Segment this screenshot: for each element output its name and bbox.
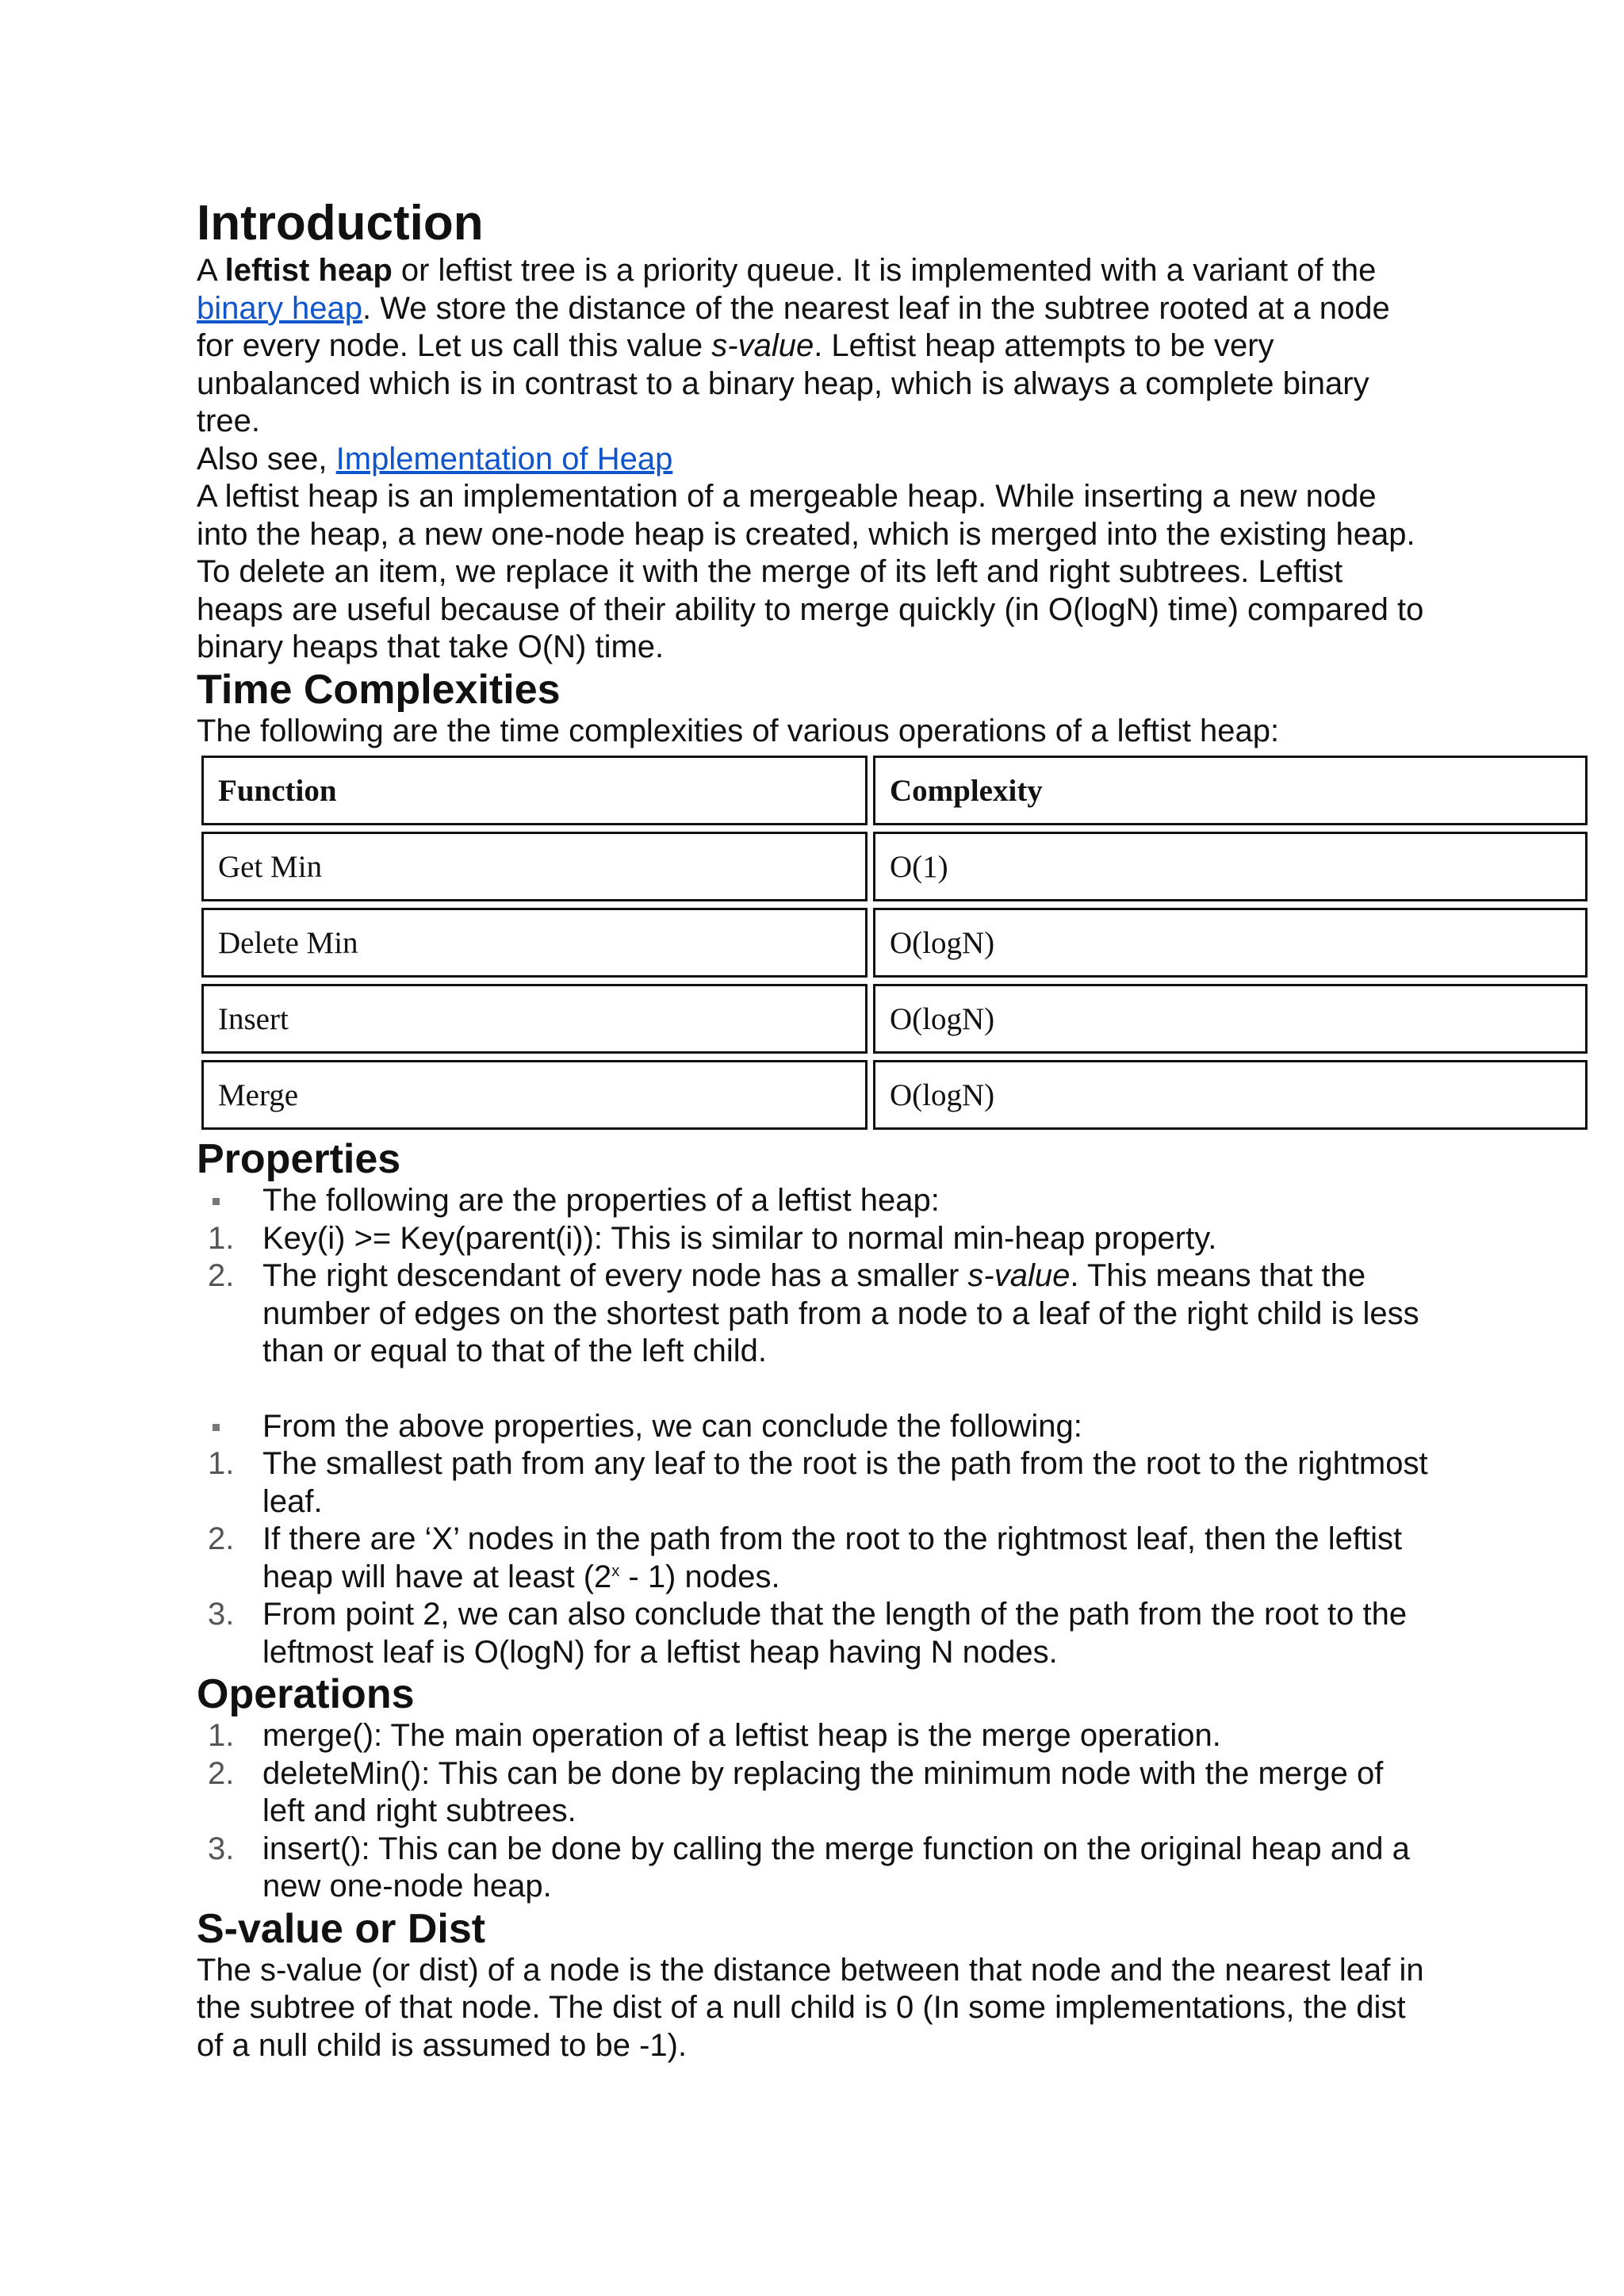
function-cell: Get Min <box>201 832 868 901</box>
square-bullet-icon <box>213 1198 220 1205</box>
operation-deletemin: deleteMin(): This can be done by replacing the minimum node with the merge of left and right subtrees. <box>262 1755 1384 1828</box>
complexity-cell: O(logN) <box>873 984 1588 1054</box>
intro-text-d: . Leftist heap attempts to be very unbalanced which is in contrast to a binary heap, which is always a complete binary tree. <box>197 328 1369 438</box>
list-number: 2. <box>208 1755 235 1791</box>
list-item <box>197 1755 1434 1831</box>
list-item <box>197 1521 1434 1596</box>
spacer <box>197 1371 1434 1408</box>
list-item <box>197 1831 1434 1906</box>
s-value-term: s-value <box>711 328 814 363</box>
intro-text-a: A <box>197 253 225 288</box>
intro-text-b: or leftist tree is a priority queue. It is implemented with a variant of the <box>392 253 1377 288</box>
also-see-line <box>197 441 1434 479</box>
binary-heap-link[interactable]: binary heap <box>197 290 363 326</box>
list-item <box>197 1717 1434 1755</box>
list-number: 1. <box>208 1718 235 1753</box>
list-item <box>197 1182 1434 1220</box>
operations-heading: Operations <box>197 1671 415 1717</box>
property-2-a: The right descendant of every node has a smaller <box>262 1258 968 1293</box>
list-number: 1. <box>208 1220 235 1256</box>
table-row <box>201 832 1588 901</box>
intro-text-c: . We store the distance of the nearest leaf in the subtree rooted at a node for every node. Let us call this value <box>197 290 1390 363</box>
intro-paragraph <box>197 252 1434 441</box>
complexity-cell: O(logN) <box>873 908 1588 978</box>
column-header-function: Function <box>201 756 868 825</box>
operations-list <box>197 1717 1434 1906</box>
property-2-s-value: s-value <box>967 1258 1071 1293</box>
list-item <box>197 1596 1434 1671</box>
column-header-complexity: Complexity <box>873 756 1588 825</box>
list-number: 2. <box>208 1258 235 1293</box>
complexity-cell: O(logN) <box>873 1060 1588 1130</box>
function-cell: Merge <box>201 1060 868 1130</box>
operation-merge: merge(): The main operation of a leftist heap is the merge operation. <box>262 1718 1221 1753</box>
list-item <box>197 1257 1434 1371</box>
document <box>197 195 1434 2064</box>
complexity-table <box>196 749 1593 1136</box>
mergeable-heap-paragraph: A leftist heap is an implementation of a mergeable heap. While inserting a new node into the heap, a new one-node heap is created, which is merged into the existing heap. To delete an item, we replace it with the merge of its left and right subtrees. Leftist heaps are useful because of their ability to merge quickly (in O(logN) time) compared to binary heaps that take O(N) time. <box>197 479 1424 664</box>
introduction-heading: Introduction <box>197 196 484 251</box>
function-cell: Insert <box>201 984 868 1054</box>
conclusions-list <box>197 1408 1434 1672</box>
s-value-paragraph: The s-value (or dist) of a node is the distance between that node and the nearest leaf in the subtree of that node. The dist of a null child is 0 (In some implementations, the dist of a null child is assumed to be -1). <box>197 1952 1424 2063</box>
conclusions-intro: From the above properties, we can conclude the following: <box>262 1408 1082 1444</box>
properties-intro: The following are the properties of a leftist heap: <box>262 1183 940 1218</box>
list-number: 1. <box>208 1446 235 1481</box>
conclusion-2-b: - 1) nodes. <box>619 1559 780 1594</box>
list-item <box>197 1220 1434 1258</box>
table-row <box>201 908 1588 978</box>
list-number: 3. <box>208 1597 235 1632</box>
also-see-prefix: Also see, <box>197 441 336 476</box>
list-item <box>197 1445 1434 1521</box>
conclusion-2-a: If there are ‘X’ nodes in the path from the root to the rightmost leaf, then the leftist heap will have at least (2 <box>262 1521 1403 1594</box>
leftist-heap-term: leftist heap <box>224 253 393 288</box>
table-header-row <box>201 756 1588 825</box>
property-2-b: . This means that the number of edges on the shortest path from a node to a leaf of the right child is less than or equal to that of the left child. <box>262 1258 1419 1368</box>
square-bullet-icon <box>213 1424 220 1431</box>
time-complexities-heading: Time Complexities <box>197 666 561 713</box>
properties-heading: Properties <box>197 1136 401 1182</box>
conclusion-3: From point 2, we can also conclude that the length of the path from the root to the leftmost leaf is O(logN) for a leftist heap having N nodes. <box>262 1597 1408 1670</box>
list-number: 2. <box>208 1521 235 1556</box>
operation-insert: insert(): This can be done by calling the merge function on the original heap and a new one-node heap. <box>262 1831 1410 1904</box>
exponent-x: x <box>611 1562 620 1580</box>
time-complexities-intro: The following are the time complexities of various operations of a leftist heap: <box>197 713 1280 748</box>
conclusion-1: The smallest path from any leaf to the root is the path from the root to the rightmost leaf. <box>262 1446 1428 1519</box>
properties-list <box>197 1182 1434 1371</box>
property-1: Key(i) >= Key(parent(i)): This is similar to normal min-heap property. <box>262 1220 1217 1256</box>
s-value-heading: S-value or Dist <box>197 1905 486 1952</box>
table-row <box>201 984 1588 1054</box>
table-row <box>201 1060 1588 1130</box>
complexity-cell: O(1) <box>873 832 1588 901</box>
list-number: 3. <box>208 1831 235 1866</box>
list-item <box>197 1408 1434 1446</box>
function-cell: Delete Min <box>201 908 868 978</box>
implementation-of-heap-link[interactable]: Implementation of Heap <box>335 441 673 476</box>
